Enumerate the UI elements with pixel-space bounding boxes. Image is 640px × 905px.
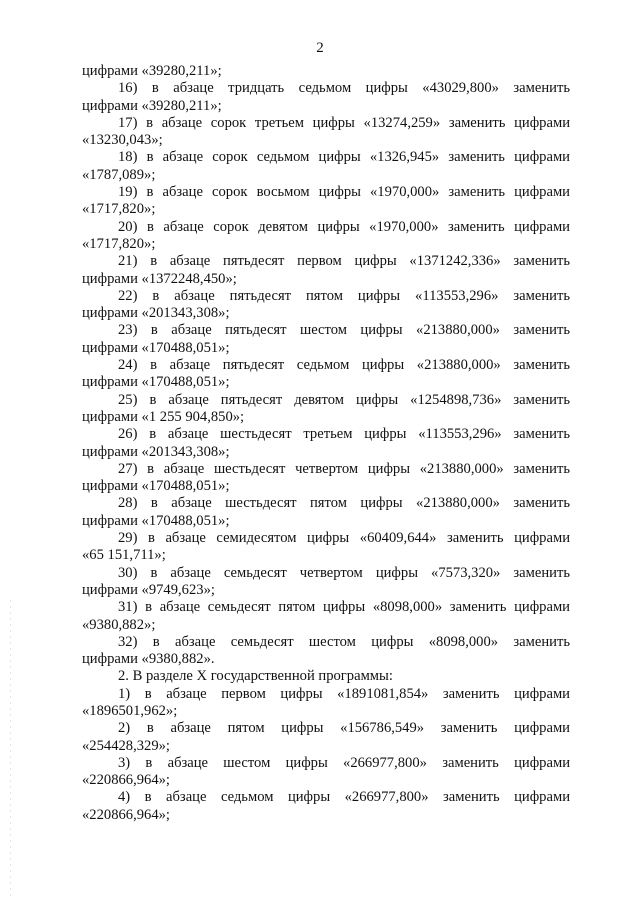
paragraph bbox=[82, 565, 570, 600]
paragraph bbox=[82, 495, 570, 530]
paragraph: 2. В разделе X государственной программы: bbox=[118, 668, 393, 685]
paragraph-continuation: цифрами «170488,051»; bbox=[82, 478, 230, 495]
paragraph-first-line: 21) в абзаце пятьдесят первом цифры «1371242,336» заменить bbox=[118, 253, 570, 270]
paragraph-first-line: 20) в абзаце сорок девятом цифры «1970,000» заменить цифрами bbox=[118, 218, 570, 235]
paragraph-continuation: «65 151,711»; bbox=[82, 547, 166, 564]
paragraph bbox=[82, 80, 570, 115]
paragraph bbox=[82, 720, 570, 755]
paragraph bbox=[82, 634, 570, 669]
paragraph-continuation: цифрами «9749,623»; bbox=[82, 581, 215, 598]
paragraph-first-line: 17) в абзаце сорок третьем цифры «13274,259» заменить цифрами bbox=[118, 114, 570, 131]
paragraph-continuation: цифрами «170488,051»; bbox=[82, 339, 230, 356]
paragraph-continuation: цифрами «1372248,450»; bbox=[82, 270, 237, 287]
paragraph bbox=[82, 63, 570, 80]
paragraph-first-line: 4) в абзаце седьмом цифры «266977,800» заменить цифрами bbox=[118, 789, 570, 806]
paragraph bbox=[82, 392, 570, 427]
paragraph-first-line: 1) в абзаце первом цифры «1891081,854» заменить цифрами bbox=[118, 685, 570, 702]
paragraph-continuation: «1717,820»; bbox=[82, 201, 156, 218]
paragraph bbox=[82, 149, 570, 184]
paragraph-first-line: 18) в абзаце сорок седьмом цифры «1326,945» заменить цифрами bbox=[118, 149, 570, 166]
paragraph-first-line: 31) в абзаце семьдесят пятом цифры «8098,000» заменить цифрами bbox=[118, 599, 570, 616]
paragraph bbox=[82, 461, 570, 496]
scan-artifact bbox=[10, 600, 11, 900]
paragraph-first-line: 27) в абзаце шестьдесят четвертом цифры «213880,000» заменить bbox=[118, 460, 570, 477]
paragraph-continuation: цифрами «170488,051»; bbox=[82, 512, 230, 529]
paragraph bbox=[82, 184, 570, 219]
paragraph-first-line: 25) в абзаце пятьдесят девятом цифры «1254898,736» заменить bbox=[118, 391, 570, 408]
paragraph-continuation: цифрами «201343,308»; bbox=[82, 443, 230, 460]
paragraph bbox=[82, 599, 570, 634]
paragraph-continuation: цифрами «170488,051»; bbox=[82, 374, 230, 391]
paragraph bbox=[82, 789, 570, 824]
paragraph-continuation: цифрами «9380,882». bbox=[82, 651, 215, 668]
paragraph-first-line: 24) в абзаце пятьдесят седьмом цифры «213880,000» заменить bbox=[118, 357, 570, 374]
paragraph bbox=[82, 288, 570, 323]
paragraph-continuation: «1787,089»; bbox=[82, 166, 156, 183]
paragraph-first-line: 19) в абзаце сорок восьмом цифры «1970,000» заменить цифрами bbox=[118, 184, 570, 201]
paragraph-first-line: 22) в абзаце пятьдесят пятом цифры «113553,296» заменить bbox=[118, 287, 570, 304]
paragraph bbox=[82, 686, 570, 721]
paragraph-continuation: «220866,964»; bbox=[82, 806, 170, 823]
paragraph-first-line: 28) в абзаце шестьдесят пятом цифры «213880,000» заменить bbox=[118, 495, 570, 512]
paragraph-continuation: цифрами «39280,211»; bbox=[82, 63, 222, 79]
paragraph bbox=[82, 426, 570, 461]
paragraph-continuation: «254428,329»; bbox=[82, 737, 170, 754]
paragraph-continuation: цифрами «1 255 904,850»; bbox=[82, 408, 245, 425]
paragraph bbox=[82, 322, 570, 357]
paragraph-first-line: 30) в абзаце семьдесят четвертом цифры «7573,320» заменить bbox=[118, 564, 570, 581]
paragraph-continuation: «13230,043»; bbox=[82, 132, 163, 149]
paragraph-continuation: «9380,882»; bbox=[82, 616, 156, 633]
paragraph-first-line: 32) в абзаце семьдесят шестом цифры «8098,000» заменить bbox=[118, 633, 570, 650]
paragraph-continuation: «220866,964»; bbox=[82, 772, 170, 789]
paragraph-first-line: 26) в абзаце шестьдесят третьем цифры «113553,296» заменить bbox=[118, 426, 570, 443]
page-number: 2 bbox=[316, 40, 324, 56]
document-body bbox=[82, 63, 570, 824]
paragraph-first-line: 29) в абзаце семидесятом цифры «60409,644» заменить цифрами bbox=[118, 530, 570, 547]
paragraph-first-line: 23) в абзаце пятьдесят шестом цифры «213880,000» заменить bbox=[118, 322, 570, 339]
paragraph-continuation: «1717,820»; bbox=[82, 235, 156, 252]
paragraph-continuation: «1896501,962»; bbox=[82, 702, 178, 719]
paragraph bbox=[82, 530, 570, 565]
paragraph bbox=[82, 115, 570, 150]
paragraph-first-line: 2) в абзаце пятом цифры «156786,549» заменить цифрами bbox=[118, 720, 570, 737]
paragraph bbox=[82, 253, 570, 288]
paragraph-first-line: 16) в абзаце тридцать седьмом цифры «43029,800» заменить bbox=[118, 80, 570, 97]
paragraph-continuation: цифрами «201343,308»; bbox=[82, 305, 230, 322]
paragraph bbox=[82, 755, 570, 790]
paragraph-first-line: 3) в абзаце шестом цифры «266977,800» заменить цифрами bbox=[118, 754, 570, 771]
paragraph bbox=[82, 219, 570, 254]
paragraph-continuation: цифрами «39280,211»; bbox=[82, 97, 222, 114]
paragraph bbox=[82, 357, 570, 392]
